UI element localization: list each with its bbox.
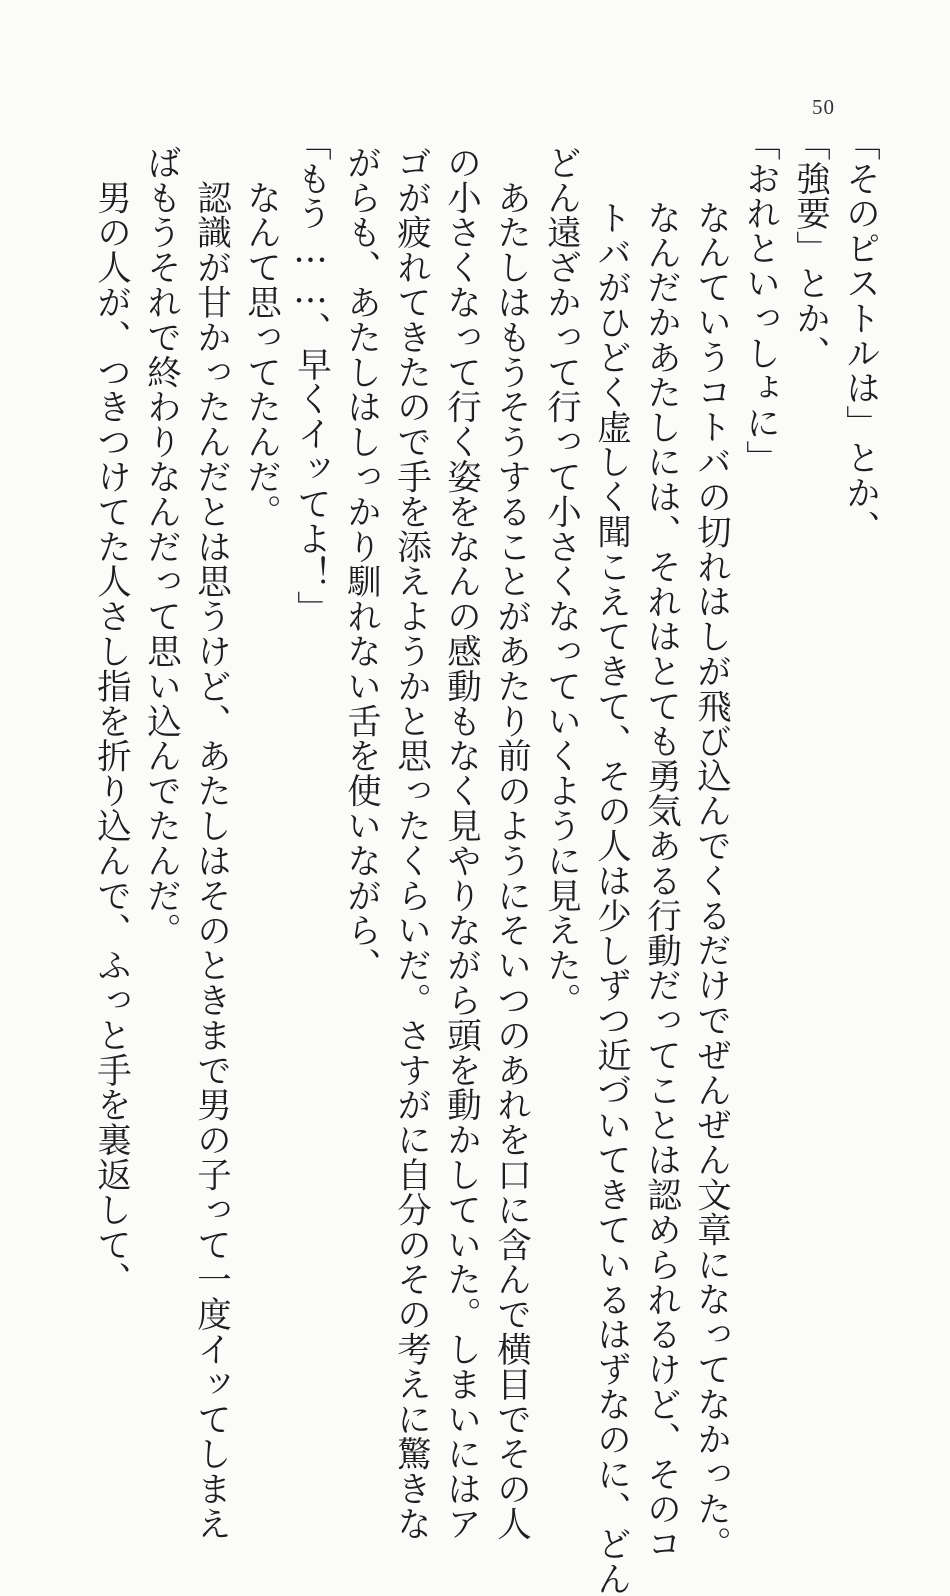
text-line-13: なんて思ってたんだ。 — [240, 145, 281, 529]
text-line-6: トバがひどく虚しく聞こえてきて、その人は少しずつ近づいてきているはずなのに、どん — [590, 200, 631, 1596]
page-number: 50 — [812, 95, 835, 119]
text-line-16: 男の人が、つきつけてた人さし指を折り込んで、ふっと手を裏返して、 — [90, 145, 131, 1297]
text-line-5: なんだかあたしには、それはとても勇気ある行動だってことは認められるけど、そのコ — [640, 200, 681, 1562]
text-line-3: 「おれといっしょに」 — [739, 126, 780, 475]
text-line-2: 「強要」とか、 — [789, 126, 830, 371]
text-line-7: どん遠ざかって行って小さくなっていくように見えた。 — [540, 145, 581, 1018]
text-line-14: 認識が甘かったんだとは思うけど、あたしはそのときまで男の子って一度イッてしまえ — [190, 145, 231, 1541]
text-line-12: 「もう……、早くイッてよ！」 — [290, 126, 331, 626]
text-line-9: の小さくなって行く姿をなんの感動もなく見やりながら頭を動かしていた。しまいにはア — [440, 145, 481, 1541]
text-line-8: あたしはもうそうすることがあたり前のようにそいつのあれを口に含んで横目でその人 — [490, 145, 531, 1541]
text-line-10: ゴが疲れてきたので手を添えようかと思ったくらいだ。さすがに自分のその考えに驚きな — [390, 145, 431, 1541]
text-line-15: ばもうそれで終わりなんだって思い込んでたんだ。 — [140, 145, 181, 948]
text-line-1: 「そのピストルは」とか、 — [839, 126, 880, 545]
text-line-4: なんていうコトバの切れはしが飛び込んでくるだけでぜんぜん文章になってなかった。 — [690, 165, 731, 1561]
text-line-11: がらも、あたしはしっかり馴れない舌を使いながら、 — [340, 145, 381, 983]
